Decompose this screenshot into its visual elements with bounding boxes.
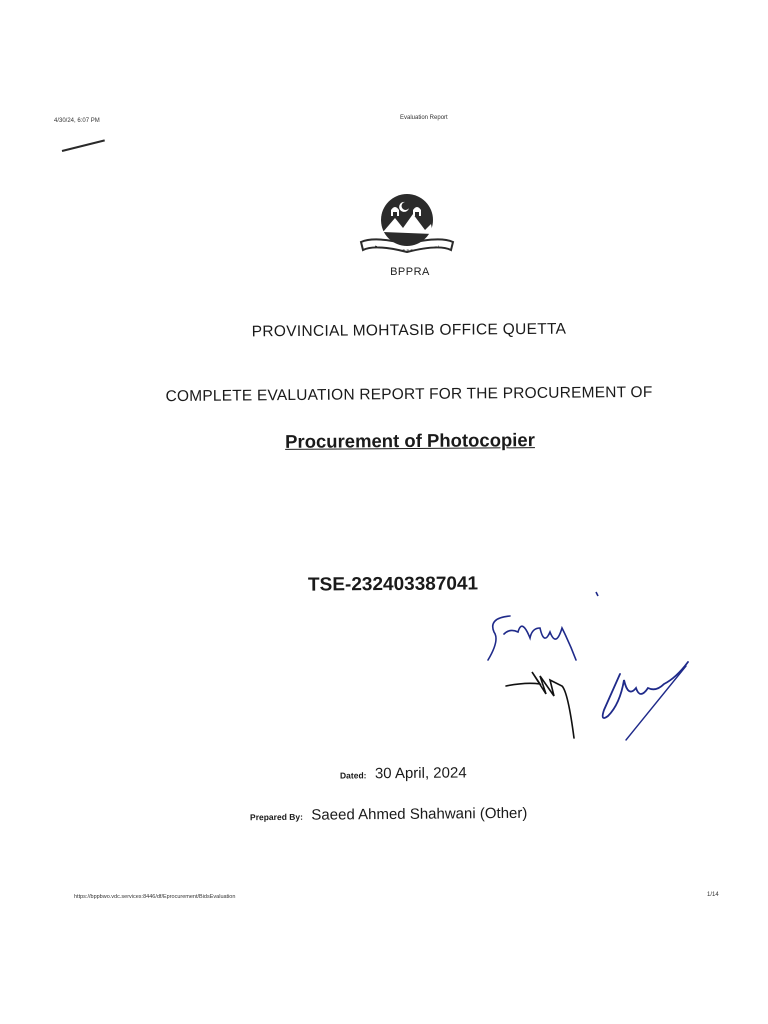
prepared-row — [250, 805, 527, 825]
report-heading: COMPLETE EVALUATION REPORT FOR THE PROCUREMENT OF — [165, 383, 653, 406]
handwritten-signatures-icon — [470, 588, 700, 748]
procurement-subject: Procurement of Photocopier — [285, 429, 535, 452]
pen-stroke-mark — [62, 139, 105, 152]
print-timestamp: 4/30/24, 6:07 PM — [54, 118, 100, 124]
print-page-number: 1/14 — [707, 892, 719, 898]
dated-value: 30 April, 2024 — [374, 764, 467, 783]
tender-id: TSE-232403387041 — [307, 573, 479, 596]
prepared-value: Saeed Ahmed Shahwani (Other) — [311, 804, 528, 824]
dated-row — [340, 764, 467, 783]
print-footer-url: https://bppbwo.vdc.services:8446/df/Eprocurement/BidsEvaluation — [74, 894, 236, 900]
print-page-title: Evaluation Report — [400, 115, 448, 121]
office-name: PROVINCIAL MOHTASIB OFFICE QUETTA — [251, 320, 567, 341]
bppra-emblem-icon — [355, 192, 459, 264]
dated-label: Dated: — [339, 770, 367, 781]
logo-caption: BPPRA — [390, 266, 430, 278]
prepared-label: Prepared By: — [249, 811, 303, 823]
